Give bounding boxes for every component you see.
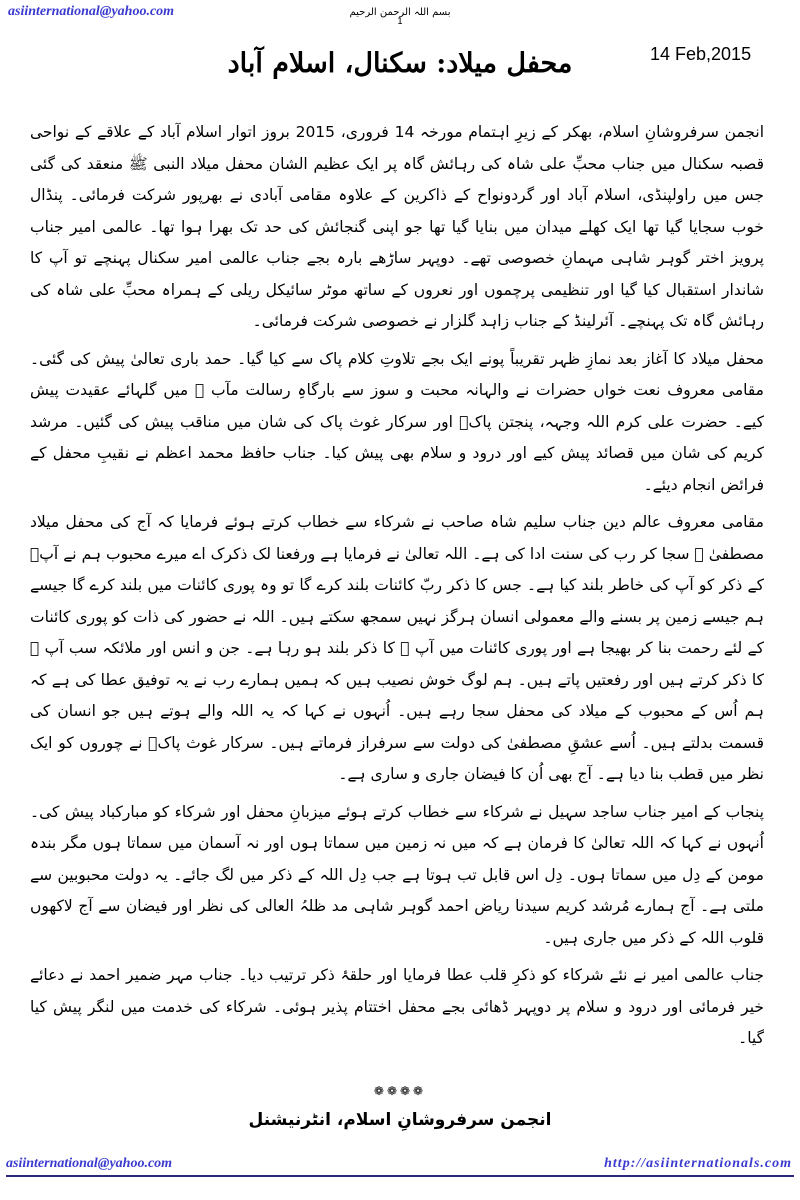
paragraph-5 [30,960,764,1055]
footer-divider [6,1175,794,1177]
paragraph-2-text: محفل میلاد کا آغاز بعد نمازِ ظہر تقریباً پونے ایک بجے تلاوتِ کلام پاک سے کیا گیا۔ حمد باری تعالیٰ پیش کی گئی۔ مقامی معروف نعت خواں حضرات نے والہانہ محبت و سوز سے بارگاہِ رسالت مآب ﷺ میں گلہائے عقیدت پیش کیے۔ حضرت علی کرم اللہ وجہہ، پنجتن پاکؑ اور سرکار غوث پاک کی شان میں مناقب پیش کی گئیں۔ مرشد کریم کی شان میں قصائد پیش کیے اور درود و سلام بھی پیش کیا۔ جناب حافظ محمد اعظم نے نقیبِ محفل کے فرائض انجام دیئے۔ [30,349,764,494]
organization-name: انجمن سرفروشانِ اسلام، انٹرنیشنل [248,1110,552,1130]
bismillah-text: بسم اللہ الرحمن الرحیم [349,7,451,18]
article-title: محفل میلاد: سکنال، اسلام آباد [227,48,573,79]
decorative-stars: ❁❁❁❁ [373,1084,427,1098]
paragraph-5-text: جناب عالمی امیر نے نئے شرکاء کو ذکرِ قلب عطا فرمایا اور حلقۂ ذکر ترتیب دیا۔ جناب مہر ضمیر احمد نے دعائے خیر فرمائی اور درود و سلام پر دوپہر ڈھائی بجے محفل اختتام پذیر ہوئی۔ شرکاء کی خدمت میں لنگر پیش کیا گیا۔ [30,966,764,1047]
article-date: 14 Feb,2015 [650,44,752,64]
paragraph-4-text: پنجاب کے امیر جناب ساجد سہیل نے شرکاء سے خطاب کرتے ہوئے میزبانِ محفل اور شرکاء کو مبارکباد پیش کی۔ اُنہوں نے کہا کہ اللہ تعالیٰ کا فرمان ہے کہ میں نہ زمین میں سماتا ہوں اور نہ آسمان میں سماتا ہوں مگر بندہ مومن کے دِل میں سماتا ہوں۔ دِل اس قابل تب ہوتا ہے جب دِل اللہ کے ذکر میں لگ جائے۔ یہ دولت محبوبین سے ملتی ہے۔ آج ہمارے مُرشد کریم سیدنا ریاض احمد گوہر شاہی مد ظلہُ العالی کی نظر اور فیضان سے آج لاکھوں قلوب اللہ کے ذکر میں جاری ہیں۔ [30,802,764,947]
paragraph-2 [30,344,764,502]
paragraph-1-text: انجمن سرفروشانِ اسلام، بھکر کے زیرِ اہتمام مورخہ 14 فروری، 2015 بروز اتوار اسلام آباد کے علاقے کے نواحی قصبہ سکنال میں جناب محبِّ علی شاہ کی رہائش گاہ پر ایک عظیم الشان محفل میلاد النبی ﷺ منعقد کی گئی جس میں راولپنڈی، اسلام آباد اور گردونواح کے ذاکرین کے علاوہ مقامی آبادی نے بھرپور شرکت فرمائی۔ پنڈال خوب سجایا گیا تھا ایک کھلے میدان میں بنایا گیا تھا جو اپنی گنجائش کی حد تک بھرا ہوا تھا۔ عالمی امیر جناب پرویز اختر گوہر شاہی مہمانِ خصوصی تھے۔ دوپہر ساڑھے بارہ بجے جناب عالمی امیر سکنال پہنچے تو آپ کا شاندار استقبال کیا گیا اور تنظیمی پرچموں اور نعروں کے ساتھ موٹر سائیکل ریلی کے ہمراہ محبِّ علی شاہ کی رہائش گاہ تک پہنچے۔ آئرلینڈ کے جناب زاہد گلزار نے خصوصی شرکت فرمائی۔ [30,123,764,330]
page-number: 1 [397,17,403,27]
paragraph-1 [30,117,764,338]
article-body [30,117,764,1061]
footer-website-link[interactable]: http://asiinternationals.com [604,1156,792,1171]
paragraph-4 [30,797,764,955]
footer-email-link[interactable]: asiinternational@yahoo.com [6,1156,173,1171]
header-email-link[interactable]: asiinternational@yahoo.com [8,4,175,19]
paragraph-3-text: مقامی معروف عالم دین جناب سلیم شاہ صاحب نے شرکاء سے خطاب کرتے ہوئے فرمایا کہ آج کی محفل میلاد مصطفیٰ ﷺ سجا کر رب کی سنت ادا کی ہے۔ اللہ تعالیٰ نے فرمایا ہے ورفعنا لک ذکرک اے میرے محبوب ہم نے آپؐ کے ذکر کو آپ کی خاطر بلند کیا ہے۔ جس کا ذکر ربّ کائنات بلند کرے گا تو وہ پوری کائنات میں بلند کرے گا جیسے ہم جیسے زمین پر بسنے والے معمولی انسان ہرگز نہیں سمجھ سکتے ہیں۔ اللہ نے حضور کی ذات کو پوری کائنات کے لئے رحمت بنا کر بھیجا ہے اور پوری کائنات میں آپ ﷺ کا ذکر بلند ہو رہا ہے۔ جن و انس اور ملائکہ سب آپ ﷺ کا ذکر کرتے ہیں اور رفعتیں پاتے ہیں۔ ہم لوگ خوش نصیب ہیں کہ ہمیں ہمارے رب نے یہ توفیق عطا کی ہے کہ ہم اُس کے محبوب کے میلاد کی محفل سجا رہے ہیں۔ اُنہوں نے کہا کہ یہ اللہ والے ہوتے ہیں جو انسان کی قسمت بدلتے ہیں۔ اُسے عشقِ مصطفیٰ کی دولت سے سرفراز فرماتے ہیں۔ سرکار غوث پاکؒ نے چوروں کو ایک نظر میں قطب بنا دیا ہے۔ آج بھی اُن کا فیضان جاری و ساری ہے۔ [30,513,764,783]
paragraph-3 [30,507,764,791]
